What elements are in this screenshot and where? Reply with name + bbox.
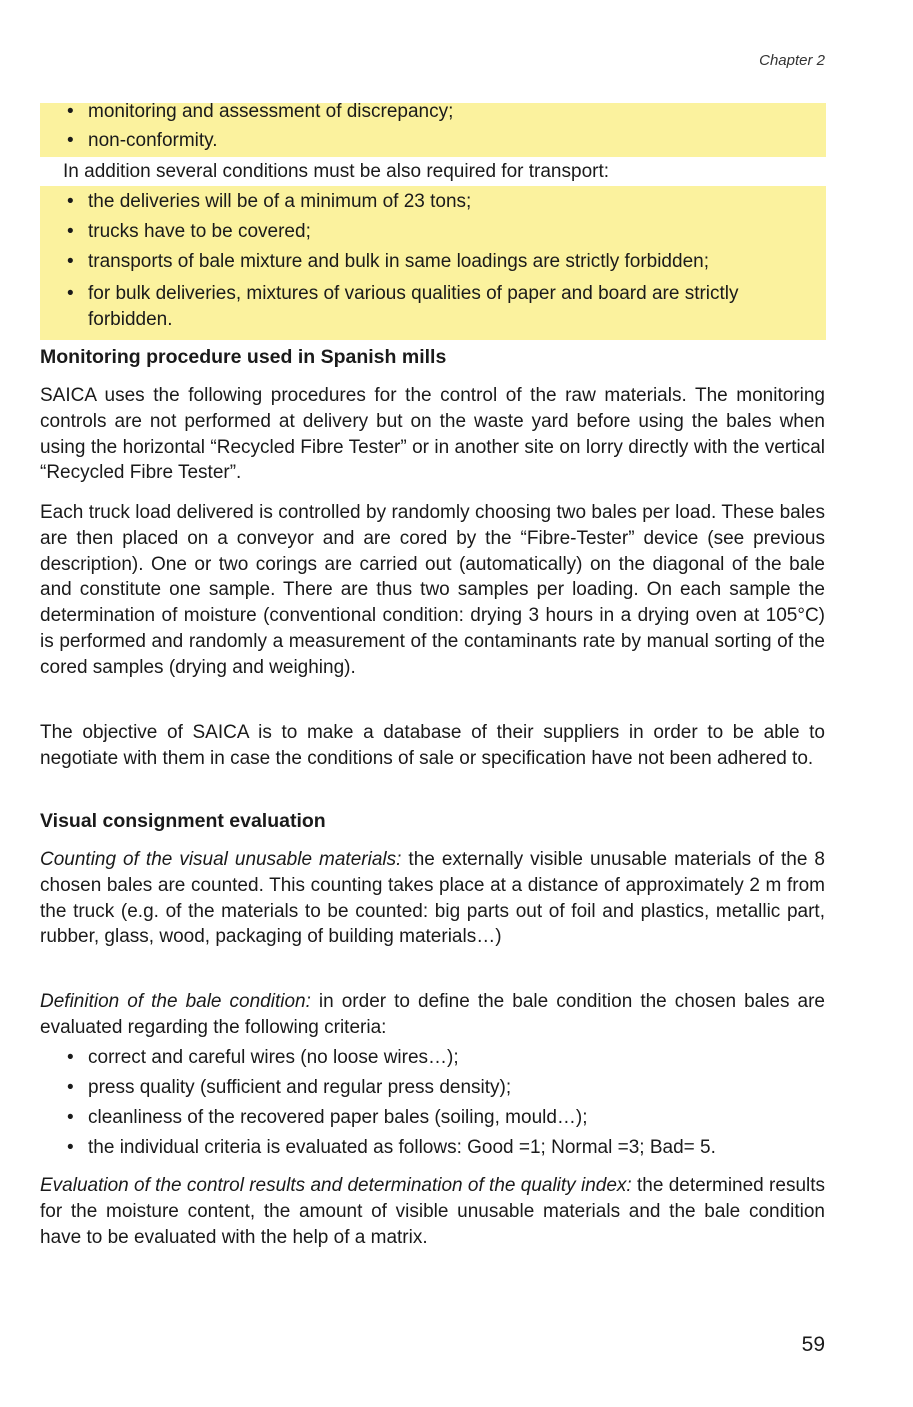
- paragraph: [40, 989, 825, 1041]
- section-heading: Visual consignment evaluation: [40, 810, 326, 832]
- section-heading: Monitoring procedure used in Spanish mills: [40, 346, 447, 368]
- bullet-icon: •: [67, 130, 74, 151]
- document-page: Chapter 2 • monitoring and assessment of discrepancy; • non-conformity. In addition several conditions must be also required for transport: • the deliveries will be of a minimum of 23 tons; • trucks have to be covered; • transports of bale mixture and bulk in same loadings are strictly forbidden; • for bulk deliveries, mixtures of various qualities of paper and board are strictly forbidden. Monitoring procedure used in Spanish mills SAICA uses the following procedures for the control of the raw materials. The monitoring controls are not performed at delivery but on the waste yard before using the bales when using the horizontal “Recycled Fibre Tester” or in another site on lorry directly with the vertical “Recycled Fibre Tester”. Each truck load delivered is controlled by randomly choosing two bales per load. These bales are then placed on a conveyor and are cored by the “Fibre-Tester” device (see previous description). One or two corings are carried out (automatically) on the diagonal of the bale and constitute one sample. There are thus two samples per loading. On each sample the determination of moisture (conventional condition: drying 3 hours in a drying oven at 105°C) is performed and randomly a measurement of the contaminants rate by manual sorting of the cored samples (drying and weighing). The objective of SAICA is to make a database of their suppliers in order to be able to negotiate with them in case the conditions of sale or specification have not been adhered to. Visual consignment evaluation Counting of the visual unusable materials: the externally visible unusable materials of the 8 chosen bales are counted. This counting takes place at a distance of approximately 2 m from the truck (e.g. of the materials to be counted: big parts out of foil and plastics, metallic part, rubber, glass, wood, packaging of building materials…) Definition of the bale condition: in order to define the bale condition the chosen bales are evaluated regarding the following criteria: • correct and careful wires (no loose wires…); • press quality (sufficient and regular press density); • cleanliness of the recovered paper bales (soiling, mould…); • the individual criteria is evaluated as follows: Good =1; Normal =3; Bad= 5. Evaluation of the control results and determination of the quality index: the determined results for the moisture content, the amount of visible unusable materials and the bale condition have to be evaluated with the help of a matrix. 59: [0, 0, 913, 1407]
- paragraph: The objective of SAICA is to make a database of their suppliers in order to be able to negotiate with them in case the conditions of sale or specification have not been adhered to.: [40, 722, 825, 769]
- bullet-icon: •: [67, 1107, 74, 1128]
- bullet-icon: •: [67, 1137, 74, 1158]
- bullet-icon: •: [67, 191, 74, 212]
- paragraph: Each truck load delivered is controlled by randomly choosing two bales per load. These bales are then placed on a conveyor and are cored by the “Fibre-Tester” device (see previous description). One or two corings are carried out (automatically) on the diagonal of the bale and constitute one sample. There are thus two samples per loading. On each sample the determination of moisture (conventional condition: drying 3 hours in a drying oven at 105°C) is performed and randomly a measurement of the contaminants rate by manual sorting of the cored samples (drying and weighing).: [40, 502, 825, 678]
- paragraph-lead: Definition of the bale condition:: [40, 991, 311, 1012]
- paragraph: SAICA uses the following procedures for the control of the raw materials. The monitoring controls are not performed at delivery but on the waste yard before using the bales when using the horizontal “Recycled Fibre Tester” or in another site on lorry directly with the vertical “Recycled Fibre Tester”.: [40, 385, 825, 484]
- paragraph: [40, 1173, 825, 1250]
- chapter-label: Chapter 2: [759, 52, 825, 69]
- paragraph-lead: Evaluation of the control results and determination of the quality index:: [40, 1175, 632, 1196]
- bullet-icon: •: [67, 1077, 74, 1098]
- bullet-icon: •: [67, 283, 74, 304]
- paragraph-body: in order to define the bale condition the chosen bales are evaluated regarding the following criteria:: [40, 991, 825, 1038]
- paragraph-body: the determined results for the moisture content, the amount of visible unusable materials and the bale condition have to be evaluated with the help of a matrix.: [40, 1175, 826, 1248]
- bullet-icon: •: [67, 221, 74, 242]
- paragraph-body: the externally visible unusable materials of the 8 chosen bales are counted. This counting takes place at a distance of approximately 2 m from the truck (e.g. of the materials to be counted: big parts out of foil and plastics, metallic part, rubber, glass, wood, packaging of building materials…): [40, 849, 826, 948]
- paragraph: [40, 847, 825, 950]
- bullet-icon: •: [67, 101, 74, 122]
- bullet-icon: •: [67, 1047, 74, 1068]
- paragraph-lead: Counting of the visual unusable materials:: [40, 849, 402, 870]
- transport-intro: In addition several conditions must be also required for transport:: [63, 161, 610, 182]
- bullet-icon: •: [67, 251, 74, 272]
- page-number: 59: [801, 1333, 825, 1356]
